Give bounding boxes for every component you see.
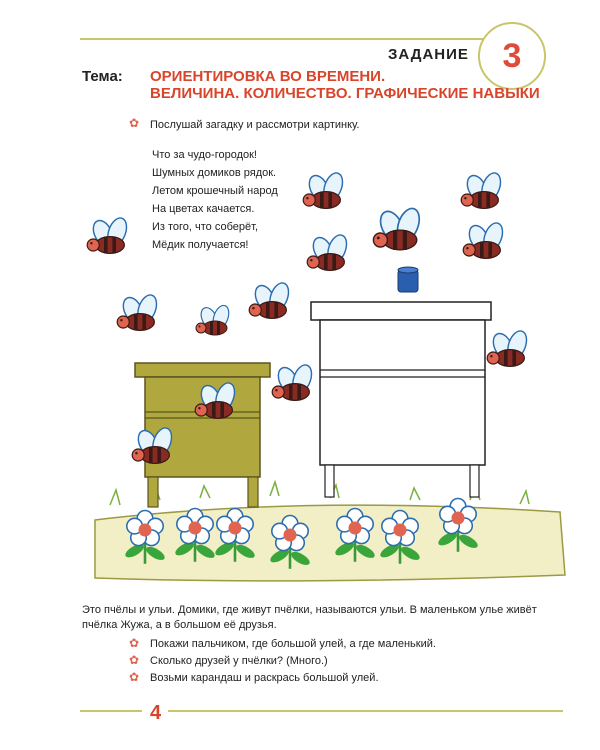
bee-icon [303,170,346,208]
bee-icon [87,215,130,253]
topic-line-2: ВЕЛИЧИНА. КОЛИЧЕСТВО. ГРАФИЧЕСКИЕ НАВЫКИ [150,85,540,102]
bee-icon [463,220,506,258]
page-number: 4 [150,702,162,724]
bee-icon [461,170,504,208]
riddle-line: Летом крошечный народ [152,185,278,197]
bee-icon [487,328,530,366]
riddle-line: Из того, что соберёт, [152,221,259,233]
flower-bullet-icon [130,673,140,683]
bee-icon [196,303,232,335]
riddle-line: Мёдик получается! [152,239,249,251]
bee-icon [272,362,315,400]
questions-list [130,636,436,687]
riddle-line: На цветах качается. [152,203,255,215]
riddle-line: Шумных домиков рядок. [152,167,277,179]
footer-rule-left [80,710,142,712]
footer-rule-right [168,710,563,712]
flower-bullet-icon [130,656,140,666]
task-label: ЗАДАНИЕ [388,46,469,63]
bee-icon [117,292,160,330]
bee-icon [249,280,292,318]
large-beehive [311,302,491,497]
topic-line-1: ОРИЕНТИРОВКА ВО ВРЕМЕНИ. [150,68,386,85]
flower-bullet-icon [130,639,140,649]
description-paragraph: Это пчёлы и ульи. Домики, где живут пчёлки, называются ульи. В маленьком улье живёт пчёлка Жужа, а в большом её друзья. [82,604,537,631]
task-number-badge: 3 [478,22,546,90]
bee-icon [307,232,350,270]
question-item: ✿Покажи пальчиком, где большой улей, а где маленький. [130,636,436,653]
bee-icon [373,205,423,249]
question-item: ✿Возьми карандаш и раскрась большой улей. [130,670,436,687]
question-item: ✿Сколько друзей у пчёлки? (Много.) [130,653,436,670]
honey-bucket-bee [398,267,418,292]
instruction-text: Послушай загадку и рассмотри картинку. [150,119,360,131]
small-beehive [135,363,270,507]
topic-label: Тема: [82,68,123,85]
riddle-line: Что за чудо-городок! [152,149,257,161]
